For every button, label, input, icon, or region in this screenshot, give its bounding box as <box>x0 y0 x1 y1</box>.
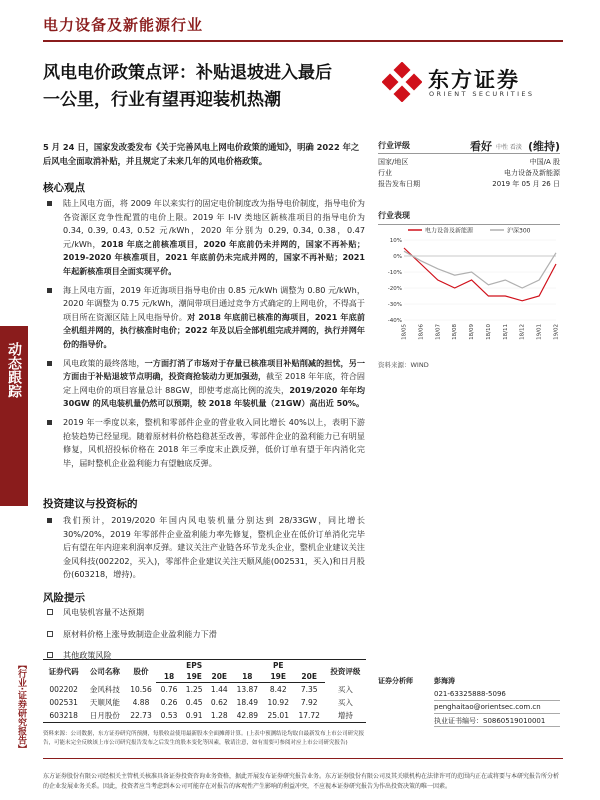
performance-chart <box>378 224 560 354</box>
x-tick-label: 19/02 <box>553 324 560 340</box>
cell: 603218 <box>43 709 84 723</box>
col-code-header: 证券代码 <box>43 660 84 683</box>
core-points-list <box>43 197 365 475</box>
y-tick-label: 0% <box>393 254 402 260</box>
x-tick-label: 18/11 <box>502 324 509 340</box>
cell: 42.89 <box>232 709 263 723</box>
table-row <box>43 709 366 723</box>
cell: 0.76 <box>160 684 178 694</box>
legend-label: 电力设备及新能源 <box>425 227 474 235</box>
year-header: 18 <box>232 671 263 683</box>
report-title-line1: 风电电价政策点评：补贴退坡进入最后 <box>43 63 332 83</box>
y-tick-label: -10% <box>387 270 402 276</box>
list-item: 我们预计，2019/2020 年国内风电装机量分别达到 28/33GW，同比增长 30%/20%，2019 年零部件企业盈利能力率先修复，整机企业在低价订单消化完毕后有望在年内迎来利润率反弹。建议关注产业链各环节龙头企业，整机企业建议关注金风科技(002202，买入)，零部件企业建议关注天顺风能(002531，买入)和日月股份(603218，增持)。 <box>43 514 365 582</box>
analyst-role: 证券分析师 <box>378 677 413 685</box>
cell: 002202 <box>49 684 78 694</box>
chart-source: 资料来源：WIND <box>378 361 429 369</box>
cell: 1.44 <box>210 684 228 694</box>
table-row <box>43 696 366 709</box>
cell: 22.73 <box>126 709 157 723</box>
section-advice-title: 投资建议与投资标的 <box>43 498 138 510</box>
rating-label: 行业评级 <box>378 141 410 150</box>
rating-grade: 看好 <box>470 140 492 153</box>
section-risk-title: 风险提示 <box>43 592 85 604</box>
cell: 买入 <box>337 684 353 694</box>
cell: 金风科技 <box>89 684 120 694</box>
col-rating-header: 投资评级 <box>325 660 366 683</box>
report-type-sidebar <box>0 326 28 506</box>
year-header: 18 <box>156 671 181 683</box>
list-item: 风电装机容量不达预期 <box>43 606 365 620</box>
col-price-header: 股价 <box>126 660 157 683</box>
x-tick-label: 18/07 <box>435 324 442 340</box>
cell: 0.91 <box>182 709 207 723</box>
list-item: 海上风电方面，2019 年近海项目指导电价由 0.85 元/kWh 调整为 0.80 元/kWh，2020 年调整为 0.75 元/kWh，潮间带项目通过竞争方式确定的上网电价，不得高于项目所在资源区陆上风电指导价。对 2018 年底前已核准的海项目，2021 年底前全机组并网的，执行核准时电价；2022 年及以后全部机组完成并网的，执行并网年份的指导价。 <box>43 284 365 352</box>
x-tick-label: 19/01 <box>536 324 543 340</box>
cell: 0.26 <box>160 697 178 707</box>
x-tick-label: 18/06 <box>418 324 425 340</box>
performance-title: 行业表现 <box>378 210 560 225</box>
cell: 10.56 <box>130 684 152 694</box>
header-divider <box>43 40 563 42</box>
x-tick-label: 18/12 <box>519 324 526 340</box>
rating-status: (维持) <box>527 140 560 153</box>
cell: 10.92 <box>267 697 289 707</box>
cell: 17.72 <box>294 709 325 723</box>
x-tick-label: 18/05 <box>401 324 408 340</box>
year-header: 19E <box>182 671 207 683</box>
year-header: 20E <box>207 671 232 683</box>
rating-row-value: 2019 年 05 月 26 日 <box>492 180 560 188</box>
cell: 25.01 <box>263 709 294 723</box>
rating-options: 中性 看淡 <box>496 144 522 151</box>
logo-text-cn: 东方证券 <box>428 68 520 92</box>
legend-label: 沪深300 <box>507 227 531 235</box>
x-tick-label: 18/10 <box>485 324 492 340</box>
section-core-title: 核心观点 <box>43 182 85 194</box>
logo-text-en: ORIENT SECURITIES <box>429 90 535 98</box>
report-title-line2: 一公里，行业有望再迎装机热潮 <box>43 90 281 110</box>
cell: 1.28 <box>207 709 232 723</box>
y-tick-label: -20% <box>387 286 402 292</box>
analyst-license: 执业证书编号：S0860519010001 <box>434 717 546 725</box>
y-tick-label: -30% <box>387 302 402 308</box>
list-item: 其他政策风险 <box>43 649 365 663</box>
disclaimer-divider <box>43 758 563 759</box>
x-tick-label: 18/09 <box>469 324 476 340</box>
col-eps-header: EPS <box>156 660 231 672</box>
rating-row-label: 报告发布日期 <box>378 180 420 188</box>
industry-header: 电力设备及新能源行业 <box>43 16 204 34</box>
table-footnote: 资料来源：公司数据，东方证券研究所预测，每股收益使用最新股本全面摊薄计算。(上表中预测结论均取自最新发布上市公司研究报告，可能未完全反映该上市公司研究报告发布之后发生的股本变化等因素，敬请注意，如有需要可参阅对应上市公司研究报告) <box>43 731 365 746</box>
cell: 002531 <box>49 697 78 707</box>
disclaimer-text: 东方证券股份有限公司经相关主管机关核准具备证券投资咨询业务资格，据此开展发布证券研究报告业务。东方证券股份有限公司及其关联机构在法律许可的范围内正在或将要与本研究报告所分析的企业发展业务关系。因此，投资者应当考虑到本公司可能存在对报告的客观性产生影响的利益冲突，不应视本证券研究报告为作出投资决策的唯一因素。 <box>43 773 560 790</box>
cell: 7.35 <box>300 684 318 694</box>
logo-mark-icon <box>382 62 422 102</box>
report-type-label: 动态跟踪 <box>6 342 22 398</box>
rating-row-value: 中国/A 股 <box>529 158 560 166</box>
summary-paragraph: 5 月 24 日，国家发改委发布《关于完善风电上网电价政策的通知》，明确 2022 年之后风电全面取消补贴，并且规定了未来几年的风电价格政策。 <box>43 142 360 166</box>
y-tick-label: -40% <box>387 318 402 324</box>
y-tick-label: 10% <box>389 238 402 244</box>
list-item: 2019 年一季度以来，整机和零部件企业的营业收入同比增长 40%以上，表明下游抢装趋势已经显现。随着原材料价格趋稳甚至改善，零部件企业的盈利能力已有明显修复，风机招投标价格在 2018 年三季度末止跌反弹，低价订单有望于年内消化完毕，届时整机企业盈利能力有望触底反弹。 <box>43 416 365 470</box>
analyst-name: 彭海涛 <box>434 677 455 685</box>
cell: 增持 <box>325 709 366 723</box>
cell: 18.49 <box>236 697 259 707</box>
year-header: 20E <box>294 671 325 683</box>
rating-row-label: 行业 <box>378 169 392 177</box>
col-company-header: 公司名称 <box>84 660 125 683</box>
col-pe-header: PE <box>232 660 325 672</box>
year-header: 19E <box>263 671 294 683</box>
cell: 7.92 <box>300 697 318 707</box>
list-item: 陆上风电方面，将 2009 年以来实行的固定电价制度改为指导电价制度，指导电价为各资源区竞争性配置的电价上限。2019 年 I-IV 类地区新核准项目的指导电价为 0.34, 0.39, 0.43, 0.52 元/kWh，2020 年分别为 0.29, 0.34, 0.38，0.47 元/kWh，2018 年底之前核准项目，2020 年底前仍未并网的，国家不再补贴；2019-2020 年核准项目，2021 年底前仍未完成并网的，国家不再补贴；2021 年起新核准项目全面实现平价。 <box>43 197 365 279</box>
cell: 日月股份 <box>84 709 125 723</box>
rating-box <box>378 138 560 190</box>
advice-list <box>43 514 365 587</box>
cell: 1.25 <box>185 684 203 694</box>
table-row <box>43 683 366 696</box>
analyst-phone: 021-63325888-5096 <box>434 690 506 698</box>
cell: 0.45 <box>185 697 203 707</box>
cell: 8.42 <box>269 684 287 694</box>
list-item: 原材料价格上涨导致制造企业盈利能力下滑 <box>43 628 365 642</box>
report-category-note: 【行业·证券研究报告】 <box>16 660 26 754</box>
rating-row-value: 电力设备及新能源 <box>504 169 560 177</box>
cell: 天顺风能 <box>89 697 120 707</box>
company-logo <box>382 62 557 102</box>
analyst-email: penghaitao@orientsec.com.cn <box>434 703 541 711</box>
cell: 0.53 <box>156 709 181 723</box>
cell: 4.88 <box>132 697 150 707</box>
financial-table <box>43 659 366 723</box>
x-tick-label: 18/08 <box>452 324 459 340</box>
cell: 0.62 <box>210 697 228 707</box>
report-title <box>43 60 373 114</box>
cell: 13.87 <box>236 684 259 694</box>
rating-row-label: 国家/地区 <box>378 158 409 166</box>
list-item: 风电政策的最终落地，一方面打消了市场对于存量已核准项目补贴削减的担忧，另一方面由于补贴退坡节点明确，投资商抢装动力更加强劲，截至 2018 年年底，符合固定上网电价的项目容量总计 88GW，即使考虑高比例的流失，2019/2020 年年均 30GW 的风电装机量仍然可以预期，较 2018 年装机量（21GW）高出近 50%。 <box>43 357 365 411</box>
cell: 买入 <box>337 697 353 707</box>
